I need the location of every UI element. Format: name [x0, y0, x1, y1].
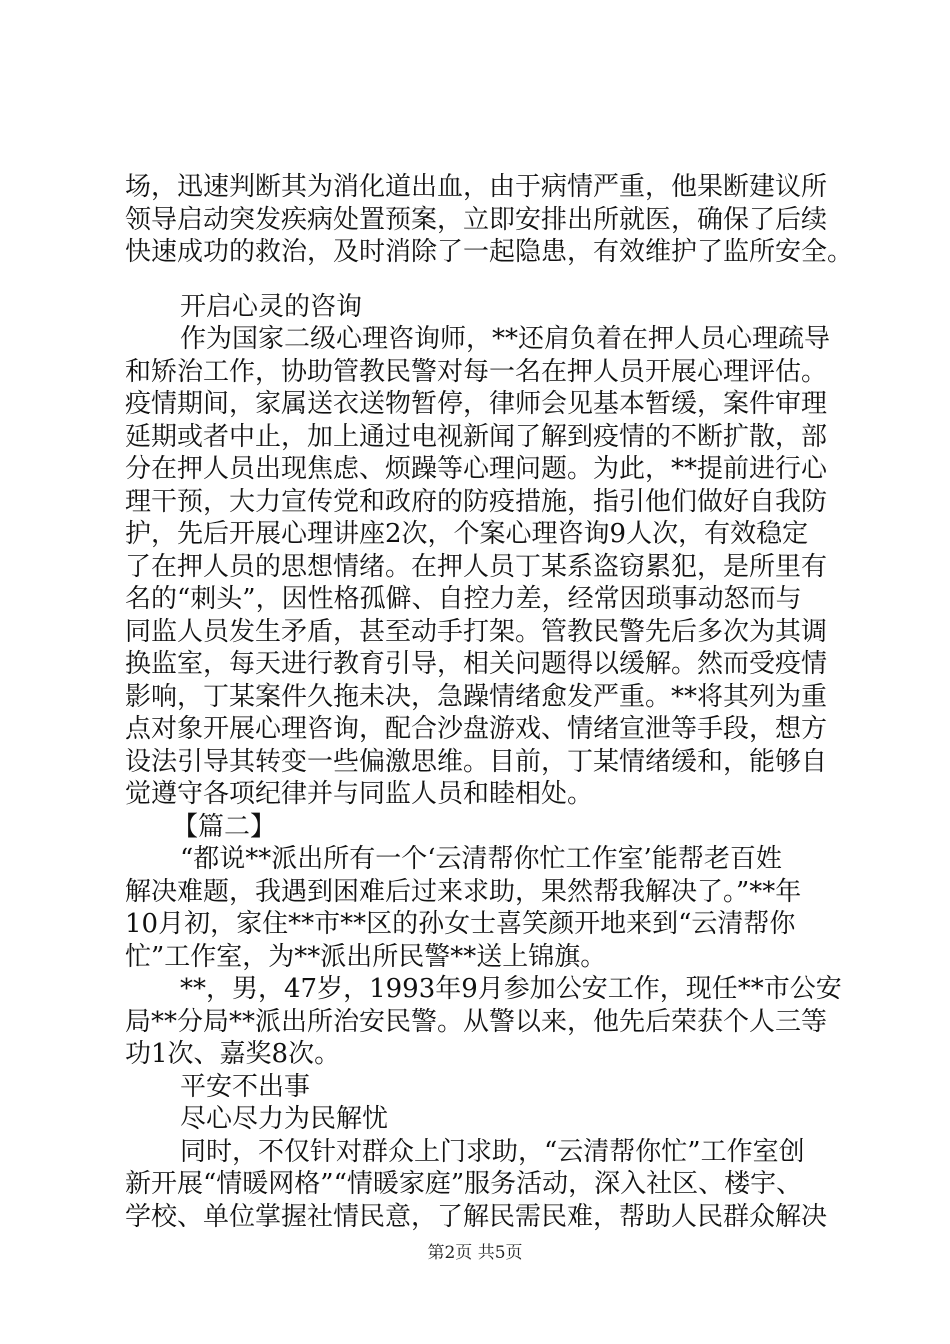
body-line: 局**分局**派出所治安民警。从警以来，他先后荣获个人三等 [125, 1007, 828, 1037]
body-line: 影响，丁某案件久拖未决，急躁情绪愈发严重。**将其列为重 [125, 682, 828, 712]
body-line: 设法引导其转变一些偏激思维。目前，丁某情绪缓和，能够自 [125, 747, 828, 777]
body-line: 学校、单位掌握社情民意，了解民需民难，帮助人民群众解决 [125, 1202, 828, 1232]
section-heading: 【篇二】 [172, 812, 277, 842]
page-number-footer: 第2页 共5页 [427, 1243, 523, 1263]
section-heading: 开启心灵的咨询 [180, 292, 363, 322]
body-line: 名的“刺头”，因性格孤僻、自控力差，经常因琐事动怒而与 [125, 584, 802, 614]
section-heading: 平安不出事 [180, 1072, 311, 1102]
body-line: 分在押人员出现焦虑、烦躁等心理问题。为此，**提前进行心 [125, 454, 828, 484]
body-line: 新开展“情暖网格”“情暖家庭”服务活动，深入社区、楼宇、 [125, 1169, 803, 1199]
body-line: 同监人员发生矛盾，甚至动手打架。管教民警先后多次为其调 [125, 617, 828, 647]
body-line: 点对象开展心理咨询，配合沙盘游戏、情绪宣泄等手段，想方 [125, 714, 828, 744]
section-heading: 尽心尽力为民解忧 [180, 1104, 389, 1134]
body-line: 10月初，家住**市**区的孙女士喜笑颜开地来到“云清帮你 [125, 909, 796, 939]
body-line: 功1次、嘉奖8次。 [125, 1039, 341, 1069]
body-line: 延期或者中止，加上通过电视新闻了解到疫情的不断扩散，部 [125, 422, 828, 452]
body-line: “都说**派出所有一个‘云清帮你忙工作室’能帮老百姓 [180, 844, 782, 874]
body-line: 护，先后开展心理讲座2次，个案心理咨询9人次，有效稳定 [125, 519, 809, 549]
body-line: 场，迅速判断其为消化道出血，由于病情严重，他果断建议所 [125, 172, 828, 202]
body-line: 领导启动突发疾病处置预案，立即安排出所就医，确保了后续 [125, 205, 828, 235]
body-line: 疫情期间，家属送衣送物暂停，律师会见基本暂缓，案件审理 [125, 389, 828, 419]
body-line: 作为国家二级心理咨询师，**还肩负着在押人员心理疏导 [180, 324, 831, 354]
body-line: **，男，47岁，1993年9月参加公安工作，现任**市公安 [180, 974, 842, 1004]
body-line: 换监室，每天进行教育引导，相关问题得以缓解。然而受疫情 [125, 649, 828, 679]
body-line: 觉遵守各项纪律并与同监人员和睦相处。 [125, 779, 594, 809]
body-line: 忙”工作室，为**派出所民警**送上锦旗。 [125, 942, 607, 972]
body-line: 了在押人员的思想情绪。在押人员丁某系盗窃累犯，是所里有 [125, 552, 828, 582]
body-line: 和矫治工作，协助管教民警对每一名在押人员开展心理评估。 [125, 357, 828, 387]
body-line: 快速成功的救治，及时消除了一起隐患，有效维护了监所安全。 [125, 237, 854, 267]
body-line: 理干预，大力宣传党和政府的防疫措施，指引他们做好自我防 [125, 487, 828, 517]
body-line: 解决难题，我遇到困难后过来求助，果然帮我解决了。”**年 [125, 877, 802, 907]
body-line: 同时，不仅针对群众上门求助，“云清帮你忙”工作室创 [180, 1137, 805, 1167]
